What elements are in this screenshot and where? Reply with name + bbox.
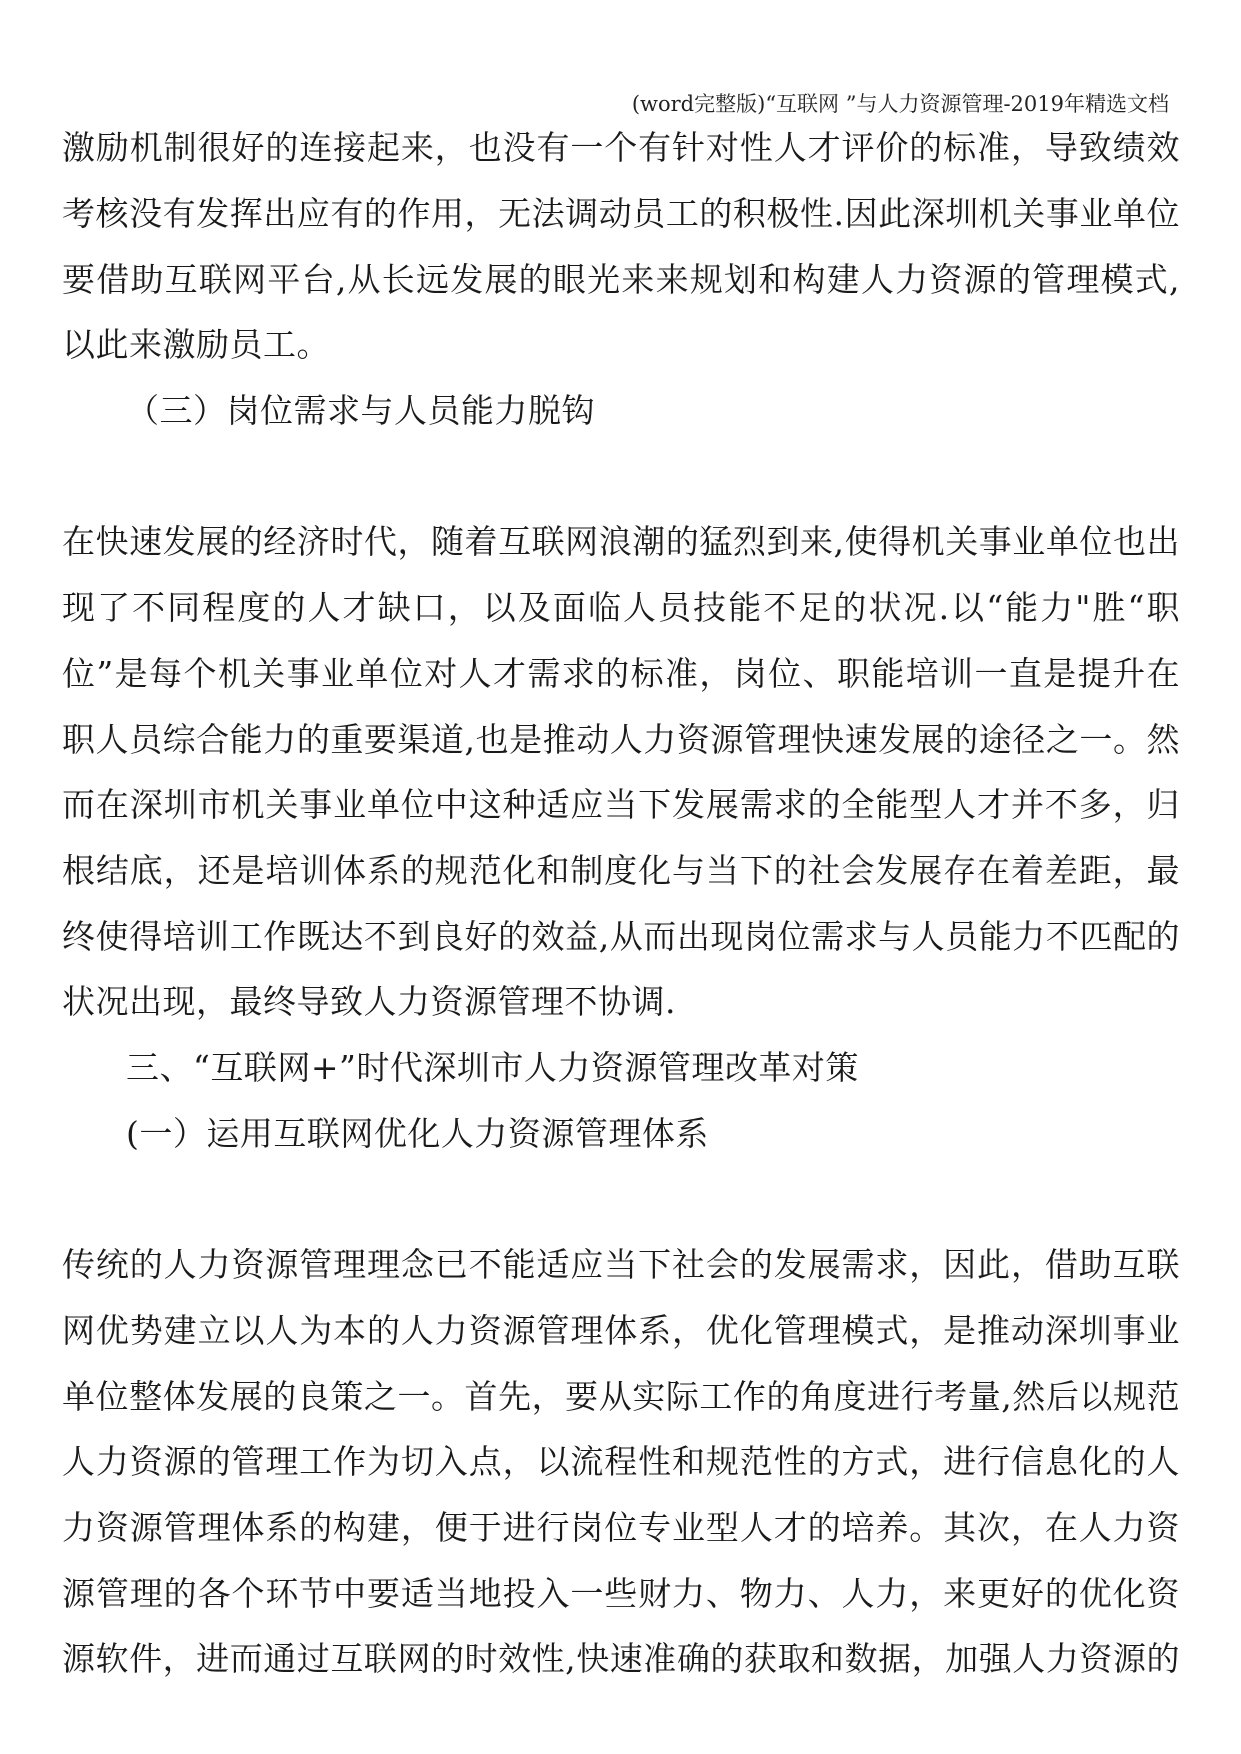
subsection-heading: (一）运用互联网优化人力资源管理体系 bbox=[126, 1114, 709, 1153]
paragraph-line: 激励机制很好的连接起来，也没有一个有针对性人才评价的标准，导致绩效 bbox=[62, 128, 1180, 167]
paragraph-line: 终使得培训工作既达不到良好的效益,从而出现岗位需求与人员能力不匹配的 bbox=[62, 917, 1180, 956]
paragraph-line: 而在深圳市机关事业单位中这种适应当下发展需求的全能型人才并不多，归 bbox=[62, 785, 1180, 824]
paragraph-line: 在快速发展的经济时代，随着互联网浪潮的猛烈到来,使得机关事业单位也出 bbox=[62, 522, 1180, 561]
paragraph-line: 源管理的各个环节中要适当地投入一些财力、物力、人力，来更好的优化资 bbox=[62, 1574, 1180, 1613]
paragraph-line: 单位整体发展的良策之一。首先，要从实际工作的角度进行考量,然后以规范 bbox=[62, 1377, 1180, 1416]
paragraph-line: 考核没有发挥出应有的作用，无法调动员工的积极性.因此深圳机关事业单位 bbox=[62, 194, 1180, 233]
paragraph-line: 力资源管理体系的构建，便于进行岗位专业型人才的培养。其次，在人力资 bbox=[62, 1508, 1180, 1547]
paragraph-line: 位”是每个机关事业单位对人才需求的标准，岗位、职能培训一直是提升在 bbox=[62, 654, 1180, 693]
paragraph-line: 网优势建立以人为本的人力资源管理体系，优化管理模式，是推动深圳事业 bbox=[62, 1311, 1180, 1350]
paragraph-line: 职人员综合能力的重要渠道,也是推动人力资源管理快速发展的途径之一。然 bbox=[62, 720, 1180, 759]
paragraph-line: 传统的人力资源管理理念已不能适应当下社会的发展需求，因此，借助互联 bbox=[62, 1245, 1180, 1284]
paragraph-line: 状况出现，最终导致人力资源管理不协调. bbox=[62, 982, 676, 1021]
paragraph-line: 现了不同程度的人才缺口，以及面临人员技能不足的状况.以“能力"胜“职 bbox=[62, 588, 1180, 627]
paragraph-line: 人力资源的管理工作为切入点，以流程性和规范性的方式，进行信息化的人 bbox=[62, 1442, 1180, 1481]
section-heading: （三）岗位需求与人员能力脱钩 bbox=[126, 391, 595, 430]
paragraph-line: 以此来激励员工。 bbox=[62, 325, 330, 364]
page-header: (word完整版)“互联网 ”与人力资源管理-2019年精选文档 bbox=[631, 92, 1169, 116]
paragraph-line: 根结底，还是培训体系的规范化和制度化与当下的社会发展存在着差距，最 bbox=[62, 851, 1180, 890]
paragraph-line: 源软件，进而通过互联网的时效性,快速准确的获取和数据，加强人力资源的 bbox=[62, 1639, 1180, 1678]
section-heading: 三、“互联网+”时代深圳市人力资源管理改革对策 bbox=[126, 1048, 859, 1087]
paragraph-line: 要借助互联网平台,从长远发展的眼光来来规划和构建人力资源的管理模式, bbox=[62, 260, 1180, 299]
